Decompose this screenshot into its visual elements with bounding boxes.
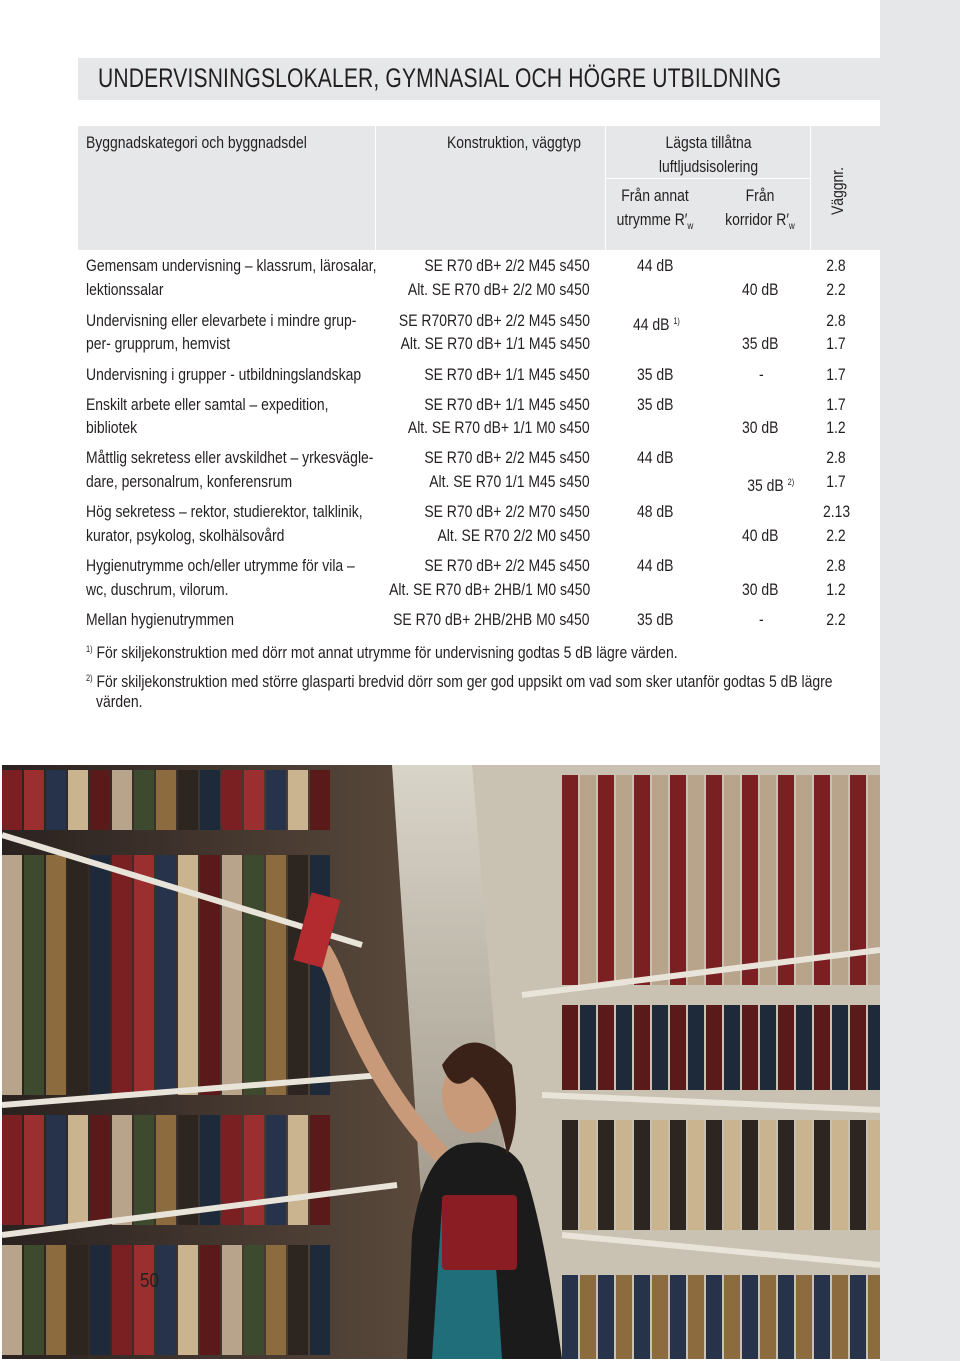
row-from-corridor: 35 dB $^{2)}$ xyxy=(747,476,794,495)
row-category: Mellan hygienutrymmen xyxy=(86,610,234,629)
book-spine xyxy=(222,770,242,830)
row-construction: SE R70 dB+ 2/2 M45 s450 xyxy=(424,448,590,467)
row-construction: Alt. SE R70 dB+ 2HB/1 M0 s450 xyxy=(388,580,590,599)
book-spine xyxy=(850,1275,866,1359)
book-spine xyxy=(156,1245,176,1355)
book-spine xyxy=(868,1120,880,1230)
row-category: Undervisning i grupper - utbildningslandskap xyxy=(86,365,362,384)
row-category: dare, personalrum, konferensrum xyxy=(86,472,293,491)
book-spine xyxy=(134,1245,154,1355)
row-from-other-room: 35 dB xyxy=(637,395,674,414)
book-spine xyxy=(580,775,596,985)
row-wall-number: 1.7 xyxy=(826,395,846,414)
book-spine xyxy=(778,1005,794,1090)
row-wall-number: 2.8 xyxy=(826,311,846,330)
book-spine xyxy=(850,1120,866,1230)
book-spine xyxy=(288,1245,308,1355)
row-from-corridor: 40 dB xyxy=(741,280,778,299)
row-construction: Alt. SE R70 2/2 M0 s450 xyxy=(437,526,590,545)
book-spine xyxy=(156,770,176,830)
book-spine xyxy=(814,1120,830,1230)
header-other-room-line1: Från annat xyxy=(621,186,689,205)
book-spine xyxy=(90,1115,110,1225)
row-category: Måttlig sekretess eller avskildhet – yrkesvägle- xyxy=(86,448,374,467)
book-spine xyxy=(24,1245,44,1355)
row-wall-number: 2.13 xyxy=(822,502,850,521)
header-separator xyxy=(810,126,811,250)
book-spine xyxy=(266,770,286,830)
row-construction: SE R70 dB+ 2/2 M70 s450 xyxy=(424,502,590,521)
book-spine xyxy=(288,1115,308,1225)
book-spine xyxy=(868,1005,880,1090)
book-spine xyxy=(112,1115,132,1225)
book-spine xyxy=(46,855,66,1095)
book-spine xyxy=(2,1245,22,1355)
footnote: $^{1)}$ För skiljekonstruktion med dörr mot annat utrymme för undervisning godtas 5 dB lägre värden. xyxy=(86,643,678,662)
book-spine xyxy=(156,1115,176,1225)
book-spine xyxy=(652,1275,668,1359)
book-spine xyxy=(796,1120,812,1230)
row-category: Gemensam undervisning – klassrum, lärosalar, xyxy=(86,256,377,275)
book-spine xyxy=(562,1275,578,1359)
book-spine xyxy=(244,770,264,830)
book-spine xyxy=(244,1115,264,1225)
row-from-other-room: 44 dB xyxy=(637,448,674,467)
row-wall-number: 2.2 xyxy=(826,610,846,629)
book-spine xyxy=(598,1275,614,1359)
book-spine xyxy=(760,1275,776,1359)
book-spine xyxy=(706,1275,722,1359)
header-corridor-line2: korridor $R'_w$ xyxy=(725,210,795,232)
header-other-room-line2: utrymme $R'_w$ xyxy=(616,210,694,232)
book-spine xyxy=(778,775,794,985)
book-spine xyxy=(724,1120,740,1230)
book-spine xyxy=(652,1120,668,1230)
book-spine xyxy=(634,1005,650,1090)
row-wall-number: 2.2 xyxy=(826,280,846,299)
book-spine xyxy=(688,775,704,985)
book-spine xyxy=(652,775,668,985)
row-wall-number: 2.2 xyxy=(826,526,846,545)
book-spine xyxy=(266,1115,286,1225)
row-category: Hygienutrymme och/eller utrymme för vila – xyxy=(86,556,355,575)
book-spine xyxy=(178,770,198,830)
book-spine xyxy=(706,1005,722,1090)
row-construction: SE R70R70 dB+ 2/2 M45 s450 xyxy=(398,311,590,330)
book-spine xyxy=(200,855,220,1095)
row-construction: Alt. SE R70 dB+ 2/2 M0 s450 xyxy=(408,280,590,299)
library-photo xyxy=(2,765,880,1359)
book-spine xyxy=(634,775,650,985)
book-spine xyxy=(760,1120,776,1230)
row-category: Hög sekretess – rektor, studierektor, talklinik, xyxy=(86,502,363,521)
book-spine xyxy=(670,1005,686,1090)
book-spine xyxy=(46,1245,66,1355)
book-spine xyxy=(310,770,330,830)
row-category: kurator, psykolog, skolhälsovård xyxy=(86,526,285,545)
book-spine xyxy=(266,855,286,1095)
book-spine xyxy=(706,775,722,985)
row-from-other-room: 44 dB xyxy=(637,256,674,275)
book-spine xyxy=(688,1275,704,1359)
row-construction: SE R70 dB+ 1/1 M45 s450 xyxy=(424,395,590,414)
header-separator xyxy=(605,126,606,250)
book-spine xyxy=(616,1005,632,1090)
book-spine xyxy=(688,1005,704,1090)
book-spine xyxy=(832,1275,848,1359)
book-spine xyxy=(580,1005,596,1090)
book-spine xyxy=(760,1005,776,1090)
book-spine xyxy=(562,1005,578,1090)
book-spine xyxy=(562,775,578,985)
book-spine xyxy=(598,1005,614,1090)
book-spine xyxy=(742,1275,758,1359)
book-spine xyxy=(90,855,110,1095)
book-spine xyxy=(580,1120,596,1230)
row-construction: SE R70 dB+ 2/2 M45 s450 xyxy=(424,556,590,575)
book-spine xyxy=(670,1275,686,1359)
book-spine xyxy=(868,1275,880,1359)
book-spine xyxy=(652,1005,668,1090)
row-wall-number: 1.7 xyxy=(826,472,846,491)
book-spine xyxy=(670,1120,686,1230)
book-spine xyxy=(724,1005,740,1090)
book-spine xyxy=(112,1245,132,1355)
row-construction: Alt. SE R70 1/1 M45 s450 xyxy=(429,472,590,491)
book-spine xyxy=(2,855,22,1095)
row-wall-number: 2.8 xyxy=(826,256,846,275)
row-from-corridor: - xyxy=(759,610,764,629)
book-spine xyxy=(724,775,740,985)
book-spine xyxy=(68,1115,88,1225)
book-spine xyxy=(688,1120,704,1230)
book-spine xyxy=(90,770,110,830)
book-spine xyxy=(634,1120,650,1230)
book-spine xyxy=(616,1120,632,1230)
header-separator xyxy=(375,126,376,250)
book-spine xyxy=(634,1275,650,1359)
book-spine xyxy=(68,1245,88,1355)
book-spine xyxy=(742,1005,758,1090)
book-spine xyxy=(796,1275,812,1359)
row-wall-number: 1.7 xyxy=(826,334,846,353)
book-spine xyxy=(266,1245,286,1355)
row-category: per- grupprum, hemvist xyxy=(86,334,231,353)
row-category: lektionssalar xyxy=(86,280,164,299)
row-category: Enskilt arbete eller samtal – expedition, xyxy=(86,395,329,414)
book-spine xyxy=(46,1115,66,1225)
page-title: UNDERVISNINGSLOKALER, GYMNASIAL OCH HÖGRE UTBILDNING xyxy=(98,63,782,93)
book-spine xyxy=(742,1120,758,1230)
row-category: bibliotek xyxy=(86,418,138,437)
book-spine xyxy=(562,1120,578,1230)
book-spine xyxy=(796,1005,812,1090)
book-spine xyxy=(814,1005,830,1090)
footnote: $^{2)}$ För skiljekonstruktion med större glasparti bredvid dörr som ger god uppsikt om vad som sker utanför godtas 5 dB lägre xyxy=(86,672,833,691)
header-insulation-line2: luftljudsisolering xyxy=(658,157,759,176)
book-spine xyxy=(244,1245,264,1355)
book-spine xyxy=(832,1005,848,1090)
footnote-continuation: värden. xyxy=(96,692,143,711)
book-spine xyxy=(200,1245,220,1355)
book-spine xyxy=(850,1005,866,1090)
row-category: wc, duschrum, vilorum. xyxy=(86,580,229,599)
row-wall-number: 1.7 xyxy=(826,365,846,384)
book-spine xyxy=(832,1120,848,1230)
book-spine xyxy=(112,855,132,1095)
book-spine xyxy=(222,855,242,1095)
book-spine xyxy=(778,1120,794,1230)
row-wall-number: 1.2 xyxy=(826,580,846,599)
book-spine xyxy=(778,1275,794,1359)
book-spine xyxy=(580,1275,596,1359)
book-spine xyxy=(112,770,132,830)
book-spine xyxy=(244,855,264,1095)
header-corridor-line1: Från xyxy=(745,186,775,205)
book-spine xyxy=(200,770,220,830)
row-from-other-room: 44 dB $^{1)}$ xyxy=(633,315,680,334)
book-spine xyxy=(706,1120,722,1230)
book-spine xyxy=(24,770,44,830)
row-from-other-room: 35 dB xyxy=(637,610,674,629)
book-spine xyxy=(760,775,776,985)
row-from-other-room: 48 dB xyxy=(637,502,674,521)
header-category: Byggnadskategori och byggnadsdel xyxy=(86,133,307,152)
row-from-corridor: 40 dB xyxy=(741,526,778,545)
book-spine xyxy=(724,1275,740,1359)
book-spine xyxy=(814,775,830,985)
header-wall-number: Väggnr. xyxy=(828,166,847,215)
book-spine xyxy=(24,1115,44,1225)
book-spine xyxy=(178,1245,198,1355)
row-from-other-room: 44 dB xyxy=(637,556,674,575)
row-from-corridor: 30 dB xyxy=(741,418,778,437)
row-wall-number: 2.8 xyxy=(826,556,846,575)
book-spine xyxy=(46,770,66,830)
row-from-other-room: 35 dB xyxy=(637,365,674,384)
book-spine xyxy=(222,1245,242,1355)
book-spine xyxy=(134,855,154,1095)
book-spine xyxy=(134,770,154,830)
row-wall-number: 1.2 xyxy=(826,418,846,437)
book-spine xyxy=(24,855,44,1095)
row-construction: Alt. SE R70 dB+ 1/1 M45 s450 xyxy=(400,334,590,353)
book-spine xyxy=(814,1275,830,1359)
book-spine xyxy=(90,1245,110,1355)
book-spine xyxy=(742,775,758,985)
page-number: 50 xyxy=(140,1270,159,1292)
book-spine xyxy=(68,855,88,1095)
book-spine xyxy=(134,1115,154,1225)
book-spine xyxy=(156,855,176,1095)
book-spine xyxy=(796,775,812,985)
row-category: Undervisning eller elevarbete i mindre grup- xyxy=(86,311,357,330)
row-from-corridor: 30 dB xyxy=(741,580,778,599)
book-spine xyxy=(310,1245,330,1355)
row-from-corridor: 35 dB xyxy=(741,334,778,353)
row-construction: Alt. SE R70 dB+ 1/1 M0 s450 xyxy=(408,418,590,437)
header-construction: Konstruktion, väggtyp xyxy=(447,133,582,152)
book-spine xyxy=(68,770,88,830)
library-photo-illustration xyxy=(2,765,880,1359)
book-spine xyxy=(2,770,22,830)
book-spine xyxy=(288,770,308,830)
book-spine xyxy=(310,1115,330,1225)
book-spine xyxy=(616,775,632,985)
row-from-corridor: - xyxy=(759,365,764,384)
page-side-margin-band xyxy=(880,0,960,1361)
row-construction: SE R70 dB+ 1/1 M45 s450 xyxy=(424,365,590,384)
book-spine xyxy=(2,1115,22,1225)
book-spine xyxy=(616,1275,632,1359)
row-construction: SE R70 dB+ 2HB/2HB M0 s450 xyxy=(393,610,590,629)
book-spine xyxy=(670,775,686,985)
book-spine xyxy=(598,1120,614,1230)
book-spine xyxy=(288,855,308,1095)
row-wall-number: 2.8 xyxy=(826,448,846,467)
row-construction: SE R70 dB+ 2/2 M45 s450 xyxy=(424,256,590,275)
header-insulation-line1: Lägsta tillåtna xyxy=(665,133,752,152)
book-spine xyxy=(598,775,614,985)
